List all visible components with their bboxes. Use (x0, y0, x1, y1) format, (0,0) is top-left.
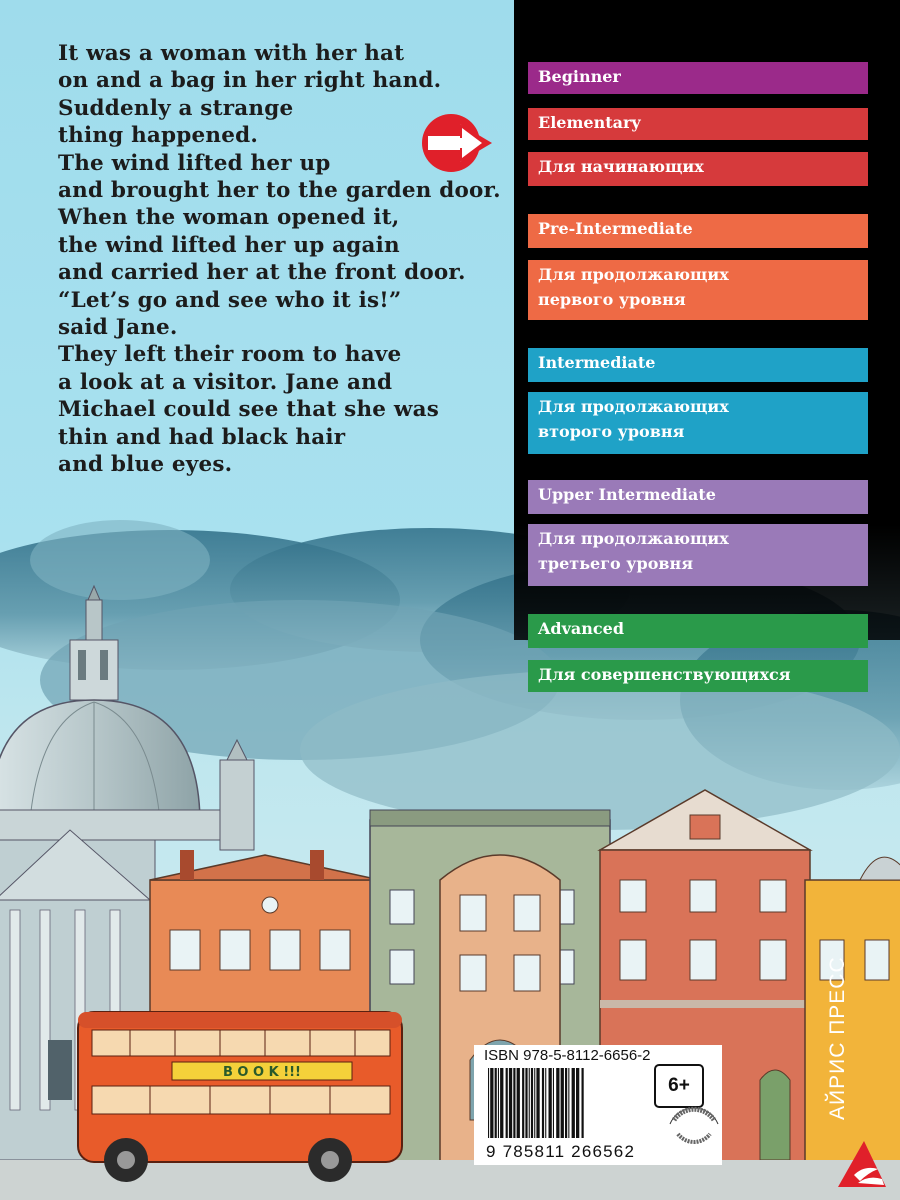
barcode-bar (529, 1068, 530, 1138)
double-decker-bus (78, 1012, 402, 1182)
level-label-line2: третьего уровня (538, 554, 694, 573)
barcode-bar (517, 1068, 520, 1138)
level-upper-intermediate (528, 480, 868, 514)
story-line: Suddenly a strange (58, 95, 294, 121)
barcode-bar (488, 1068, 489, 1138)
barcode-bar (561, 1068, 564, 1138)
barcode-bar (513, 1068, 515, 1138)
story-line: a look at a visitor. Jane and (58, 369, 393, 395)
story-line: the wind lifted her up again (58, 232, 400, 258)
isbn-text: ISBN 978-5-8112-6656-2 (484, 1047, 651, 1064)
barcode-bar (506, 1068, 508, 1138)
level-label: Advanced (538, 619, 625, 638)
story-line: and carried her at the front door. (58, 260, 466, 286)
level-beginner (528, 62, 868, 94)
barcode-bar (495, 1068, 497, 1138)
barcode-bar (498, 1068, 499, 1138)
level-advanced-ru (528, 660, 868, 692)
story-line: Michael could see that she was (58, 397, 440, 423)
story-line: thing happened. (58, 123, 259, 149)
barcode-bar (509, 1068, 512, 1138)
story-line: and brought her to the garden door. (58, 178, 501, 204)
level-upper-intermediate-ru (528, 524, 868, 586)
barcode-bar (534, 1068, 535, 1138)
barcode-bar (572, 1068, 575, 1138)
level-pre-intermediate-ru (528, 260, 868, 320)
level-intermediate (528, 348, 868, 382)
level-advanced (528, 614, 868, 648)
barcode-bar (522, 1068, 524, 1138)
barcode-bar (576, 1068, 579, 1138)
level-elementary (528, 108, 868, 140)
level-arrow-icon (420, 112, 494, 174)
level-label: Beginner (538, 67, 621, 86)
barcode-bar (553, 1068, 554, 1138)
level-pre-intermediate (528, 214, 868, 248)
barcode-bar (545, 1068, 546, 1138)
level-intermediate-ru (528, 392, 868, 454)
barcode-bar (500, 1068, 503, 1138)
barcode (484, 1068, 640, 1140)
barcode-bar (536, 1068, 539, 1138)
age-rating-badge: 6+ (654, 1064, 704, 1108)
publisher-logo-icon (834, 1135, 890, 1191)
barcode-bar (531, 1068, 533, 1138)
story-line: and blue eyes. (58, 452, 233, 478)
level-elementary-ru (528, 152, 868, 186)
law-stamp-icon (664, 1104, 724, 1164)
story-line: The wind lifted her up (58, 150, 331, 176)
story-line: It was a woman with her hat (58, 41, 405, 66)
story-line: on and a bag in her right hand. (58, 68, 442, 94)
level-label: Pre-Intermediate (538, 219, 693, 238)
story-line: said Jane. (58, 315, 178, 341)
story-text (58, 40, 501, 479)
story-line: thin and had black hair (58, 424, 346, 450)
story-line: When the woman opened it, (58, 205, 400, 231)
level-label: Для начинающих (538, 157, 704, 176)
barcode-bar (582, 1068, 584, 1138)
level-label: Для совершенствующихся (538, 665, 791, 684)
level-label: Upper Intermediate (538, 485, 716, 504)
level-label-line2: первого уровня (538, 290, 686, 309)
barcode-bar (556, 1068, 559, 1138)
story-line: They left their room to have (58, 342, 402, 368)
bus-sign: B O O K !!! (223, 1065, 301, 1080)
level-label: Intermediate (538, 353, 656, 372)
barcode-bar (549, 1068, 552, 1138)
level-label: Для продолжающих (538, 265, 729, 284)
barcode-bar (565, 1068, 567, 1138)
level-label-line2: второго уровня (538, 422, 685, 441)
level-label: Для продолжающих (538, 529, 729, 548)
story-line: “Let’s go and see who it is!” (58, 287, 402, 313)
publisher-name: АЙРИС ПРЕСС (826, 956, 849, 1120)
barcode-bar (542, 1068, 544, 1138)
barcode-bar (490, 1068, 493, 1138)
level-label: Elementary (538, 113, 641, 132)
barcode-bar (525, 1068, 527, 1138)
barcode-bar (568, 1068, 569, 1138)
barcode-number: 9 785811 266562 (486, 1142, 636, 1161)
level-label: Для продолжающих (538, 397, 729, 416)
